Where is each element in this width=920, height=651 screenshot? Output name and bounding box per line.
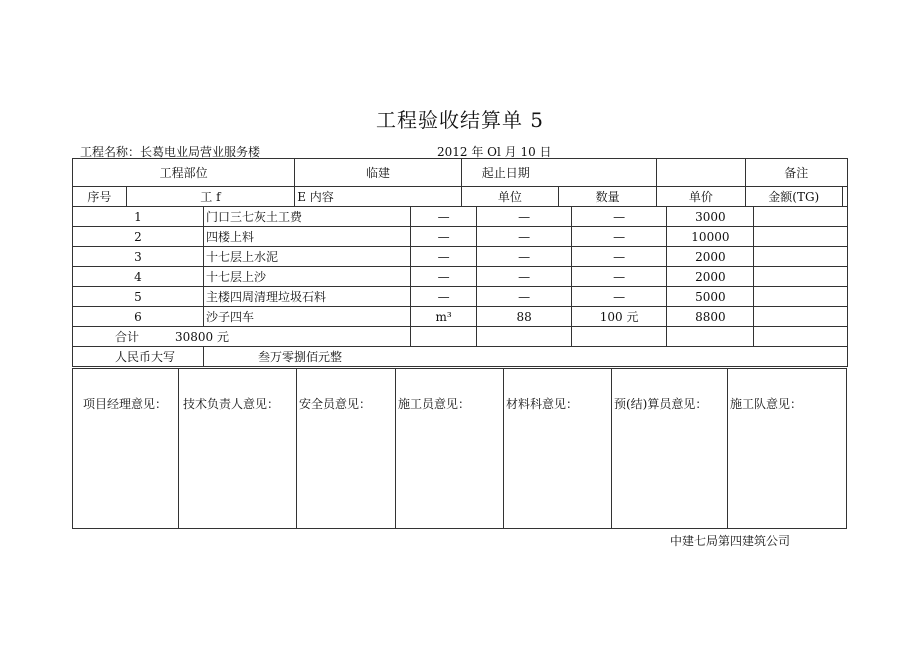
table-row bbox=[73, 207, 848, 227]
row-unit: — bbox=[410, 267, 477, 287]
col-unit: 单位 bbox=[461, 187, 558, 207]
total-value: 30800 元 bbox=[175, 329, 229, 344]
row-content: 四楼上料 bbox=[204, 227, 411, 247]
row-qty: — bbox=[477, 247, 571, 267]
total-blank bbox=[571, 327, 667, 347]
row-amount: 2000 bbox=[667, 247, 754, 267]
dept-label: 工程部位 bbox=[73, 159, 295, 187]
row-content: 十七层上水泥 bbox=[204, 247, 411, 267]
row-content: 十七层上沙 bbox=[204, 267, 411, 287]
row-qty: — bbox=[477, 227, 571, 247]
opinion-construction-team: 施工队意见： bbox=[730, 397, 803, 411]
row-unit: — bbox=[410, 207, 477, 227]
opinion-project-manager: 项目经理意见： bbox=[73, 369, 179, 528]
row-price: — bbox=[571, 227, 667, 247]
row-price: 100 元 bbox=[571, 307, 667, 327]
note-label: 备注 bbox=[745, 159, 847, 187]
col-amount: 金额(TG) bbox=[745, 187, 842, 207]
row-note bbox=[754, 287, 848, 307]
row-content: 沙子四车 bbox=[204, 307, 411, 327]
row-amount: 8800 bbox=[667, 307, 754, 327]
table-row bbox=[73, 287, 848, 307]
column-header-row bbox=[73, 187, 848, 207]
document-title: 工程验收结算单 5 bbox=[375, 108, 545, 132]
row-unit: — bbox=[410, 227, 477, 247]
row-no: 6 bbox=[73, 307, 204, 327]
table-row bbox=[73, 227, 848, 247]
row-note bbox=[754, 227, 848, 247]
rmb-value: 叁万零捌佰元整 bbox=[204, 347, 848, 367]
row-price: — bbox=[571, 207, 667, 227]
row-price: — bbox=[571, 247, 667, 267]
total-blank bbox=[410, 327, 477, 347]
row-note bbox=[754, 307, 848, 327]
col-content-a: 工 f bbox=[126, 187, 295, 207]
row-amount: 5000 bbox=[667, 287, 754, 307]
total-label: 合计 bbox=[115, 329, 140, 344]
total-blank bbox=[477, 327, 571, 347]
table-row bbox=[73, 267, 848, 287]
row-no: 5 bbox=[73, 287, 204, 307]
opinion-site-engineer: 施工员意见： bbox=[396, 369, 504, 528]
total-row bbox=[73, 327, 848, 347]
header-row bbox=[73, 159, 848, 187]
row-price: — bbox=[571, 287, 667, 307]
row-amount: 3000 bbox=[667, 207, 754, 227]
items-table bbox=[72, 206, 848, 367]
row-no: 4 bbox=[73, 267, 204, 287]
company-name: 中建七局第四建筑公司 bbox=[670, 534, 791, 548]
row-qty: 88 bbox=[477, 307, 571, 327]
row-unit: — bbox=[410, 287, 477, 307]
rmb-label bbox=[73, 347, 204, 367]
document-date: 2012 年 Ol 月 10 日 bbox=[437, 145, 552, 159]
opinion-materials: 材料科意见： bbox=[504, 369, 612, 528]
total-blank bbox=[667, 327, 754, 347]
row-amount: 2000 bbox=[667, 267, 754, 287]
row-qty: — bbox=[477, 267, 571, 287]
rmb-label-text: 人民币大写 bbox=[115, 349, 176, 364]
row-note bbox=[754, 247, 848, 267]
rmb-row bbox=[73, 347, 848, 367]
row-note bbox=[754, 267, 848, 287]
col-blank bbox=[843, 187, 848, 207]
opinion-tech-lead: 技术负责人意见： bbox=[179, 369, 297, 528]
col-no: 序号 bbox=[73, 187, 127, 207]
total-cell bbox=[73, 327, 411, 347]
row-note bbox=[754, 207, 848, 227]
row-content: 门口三七灰土工费 bbox=[204, 207, 411, 227]
col-price: 单价 bbox=[657, 187, 745, 207]
row-amount: 10000 bbox=[667, 227, 754, 247]
opinion-budget: 预(结)算员意见： bbox=[612, 369, 728, 528]
row-content: 主楼四周清理垃圾石料 bbox=[204, 287, 411, 307]
period-value bbox=[657, 159, 745, 187]
col-qty: 数量 bbox=[558, 187, 656, 207]
row-qty: — bbox=[477, 287, 571, 307]
total-blank bbox=[754, 327, 848, 347]
col-content-b: E 内容 bbox=[295, 187, 462, 207]
project-name: 工程名称：长葛电业局营业服务楼 bbox=[80, 145, 261, 159]
dept-value: 临建 bbox=[295, 159, 462, 187]
row-price: — bbox=[571, 267, 667, 287]
row-unit: m³ bbox=[410, 307, 477, 327]
opinion-safety-officer: 安全员意见： bbox=[297, 369, 396, 528]
table-row bbox=[73, 307, 848, 327]
row-no: 1 bbox=[73, 207, 204, 227]
row-qty: — bbox=[477, 207, 571, 227]
row-unit: — bbox=[410, 247, 477, 267]
settlement-table bbox=[72, 158, 848, 207]
row-no: 3 bbox=[73, 247, 204, 267]
opinions-section bbox=[72, 368, 847, 529]
period-label: 起止日期 bbox=[461, 159, 656, 187]
row-no: 2 bbox=[73, 227, 204, 247]
table-row bbox=[73, 247, 848, 267]
